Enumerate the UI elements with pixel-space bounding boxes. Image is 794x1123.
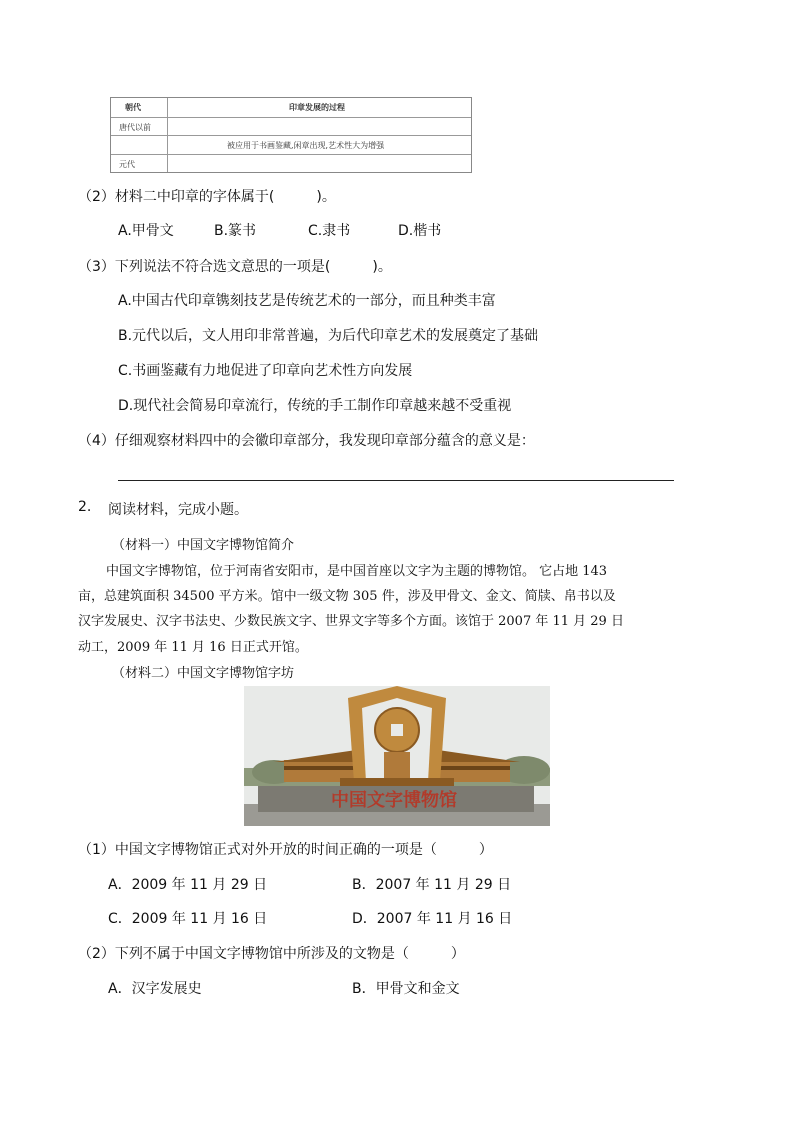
question-1-3: （3）下列说法不符合选文意思的一项是( )。 — [78, 259, 392, 275]
ring-square-hole — [391, 724, 403, 736]
q2-2-option-b: B．甲骨文和金文 — [352, 981, 460, 997]
q2-1-option-a: A．2009 年 11 月 29 日 — [108, 877, 268, 893]
table-row-line — [111, 154, 471, 155]
table-row-line — [111, 135, 471, 136]
q1-2-option-b: B.篆书 — [214, 223, 257, 239]
table-header-process: 印章发展的过程 — [289, 102, 345, 112]
table-header-dynasty: 朝代 — [125, 102, 141, 112]
q1-3-option-b: B.元代以后，文人用印非常普遍，为后代印章艺术的发展奠定了基础 — [118, 328, 539, 344]
material-1-title: （材料一）中国文字博物馆简介 — [112, 538, 295, 553]
question-2-2: （2）下列不属于中国文字博物馆中所涉及的文物是（ ） — [78, 946, 465, 962]
question-1-4: （4）仔细观察材料四中的会徽印章部分，我发现印章部分蕴含的意义是： — [78, 433, 535, 449]
q1-2-option-c: C.隶书 — [308, 223, 351, 239]
q2-2-option-a: A．汉字发展史 — [108, 981, 202, 997]
dynasty-seal-table — [110, 97, 472, 173]
material-1-line: 中国文字博物馆，位于河南省安阳市，是中国首座以文字为主题的博物馆。 它占地 143 — [106, 564, 608, 579]
q2-1-option-d: D．2007 年 11 月 16 日 — [352, 911, 513, 927]
material-1-line: 动工，2009 年 11 月 16 日正式开馆。 — [78, 640, 308, 655]
q2-1-option-b: B．2007 年 11 月 29 日 — [352, 877, 512, 893]
q1-2-option-d: D.楷书 — [398, 223, 442, 239]
material-1-line: 汉字发展史、汉字书法史、少数民族文字、世界文字等多个方面。该馆于 2007 年 11 月 29 日 — [78, 614, 624, 629]
table-cell-before-tang: 唐代以前 — [119, 123, 151, 132]
gate-base — [340, 778, 454, 786]
stone-sign-text: 中国文字博物馆 — [331, 790, 457, 811]
q2-1-option-c: C．2009 年 11 月 16 日 — [108, 911, 268, 927]
q1-3-option-d: D.现代社会简易印章流行，传统的手工制作印章越来越不受重视 — [118, 398, 512, 414]
material-1-line: 亩，总建筑面积 34500 平方米。馆中一级文物 305 件，涉及甲骨文、金文、简牍、帛书以及 — [78, 589, 616, 604]
museum-gate-photo — [244, 686, 550, 826]
question-2-1: （1）中国文字博物馆正式对外开放的时间正确的一项是（ ） — [78, 842, 493, 858]
table-cell-yuan: 元代 — [119, 160, 135, 169]
q1-3-option-c: C.书画鉴藏有力地促进了印章向艺术性方向发展 — [118, 363, 413, 379]
material-2-title: （材料二）中国文字博物馆字坊 — [112, 666, 295, 681]
table-row-line — [111, 117, 471, 118]
q1-2-option-a: A.甲骨文 — [118, 223, 174, 239]
q1-3-option-a: A.中国古代印章镌刻技艺是传统艺术的一部分，而且种类丰富 — [118, 293, 496, 309]
gate-pillar — [384, 752, 410, 782]
table-cell-process-text: 被应用于书画鉴藏,闲章出现,艺术性大为增强 — [227, 141, 385, 150]
museum-gate-illustration — [244, 686, 550, 826]
question-1-2: （2）材料二中印章的字体属于( )。 — [78, 189, 336, 205]
section-2-number: 2. — [78, 499, 92, 515]
section-2-title: 阅读材料，完成小题。 — [108, 502, 248, 518]
answer-blank-line[interactable] — [118, 480, 674, 481]
